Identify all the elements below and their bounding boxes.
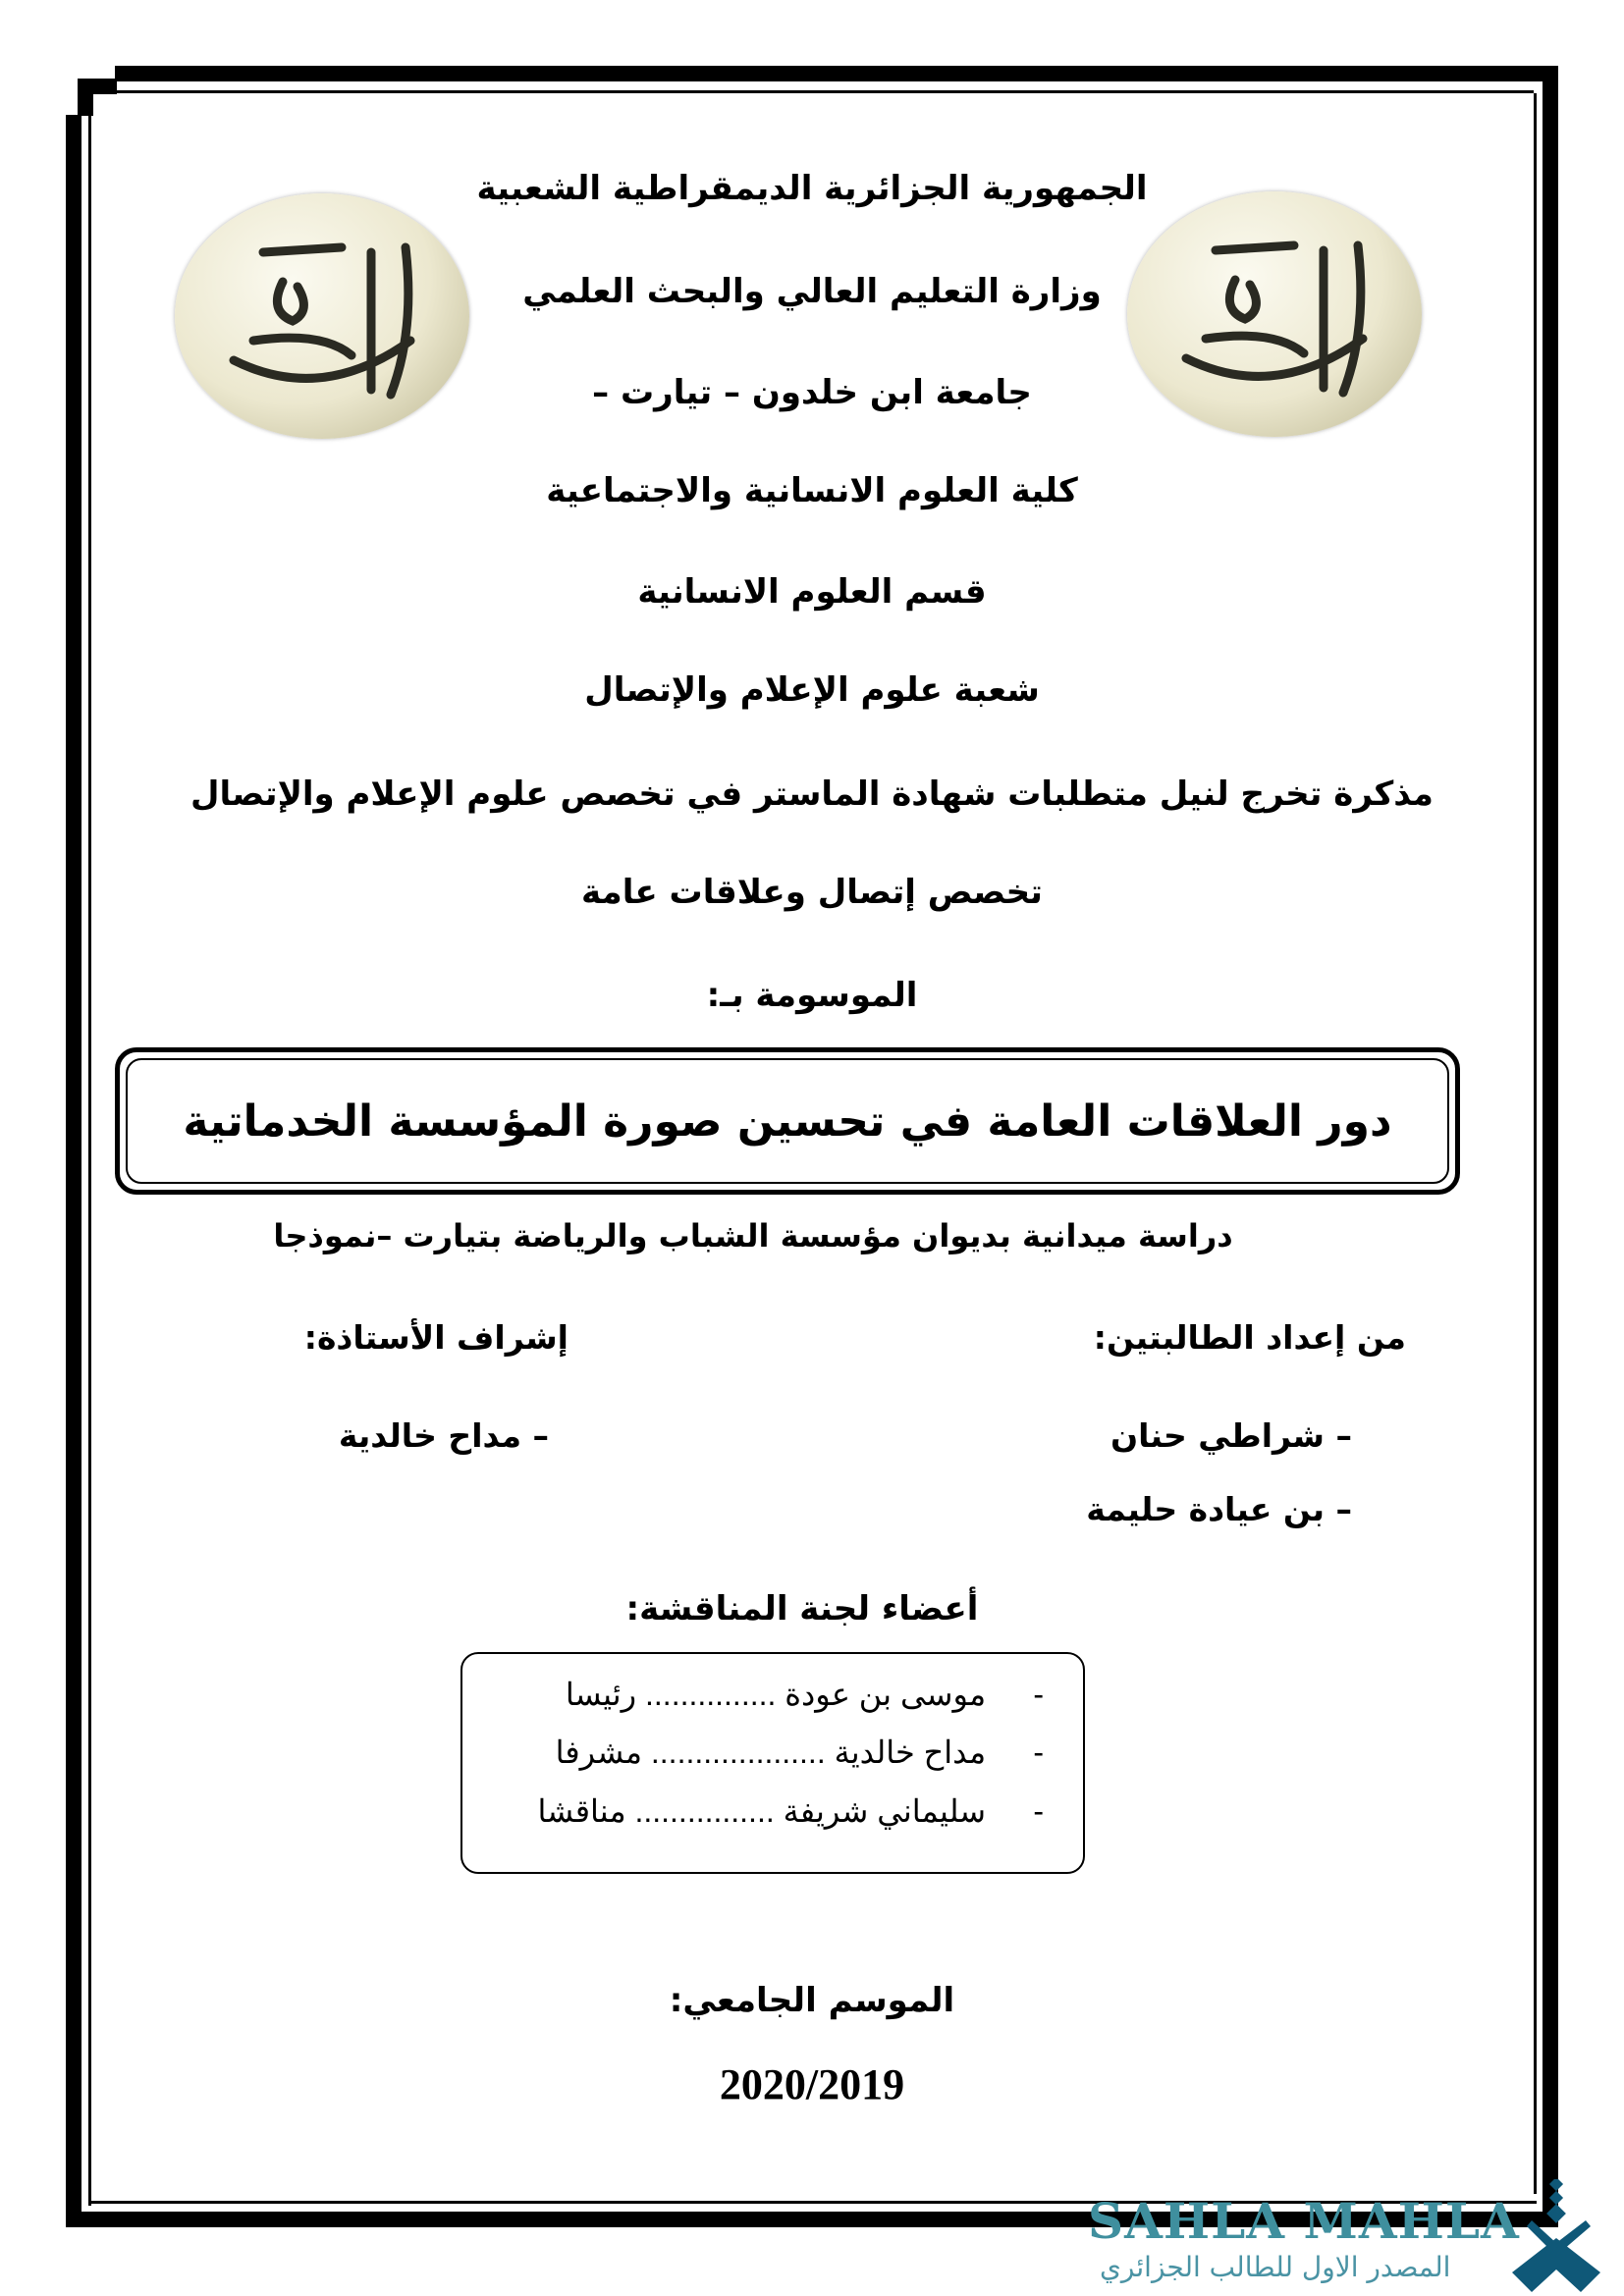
season-label: الموسم الجامعي:	[669, 1981, 955, 2020]
committee-label: أعضاء لجنة المناقشة:	[625, 1589, 979, 1629]
author-name: – بن عيادة حليمة	[1086, 1490, 1352, 1528]
member-role: رئيسا	[565, 1677, 637, 1712]
university-name: جامعة ابن خلدون – تيارت –	[592, 373, 1032, 412]
member-role: مناقشا	[537, 1793, 626, 1829]
watermark-logo-icon	[1512, 2179, 1610, 2292]
frame-left-thin	[88, 115, 91, 2206]
republic-name: الجمهورية الجزائرية الديمقراطية الشعبية	[476, 169, 1148, 208]
supervisor-name: – مداح خالدية	[338, 1416, 549, 1455]
frame-left-thick	[66, 115, 81, 2216]
author-name: – شراطي حنان	[1110, 1416, 1352, 1455]
watermark-subtitle: المصدر الاول للطالب الجزائري	[1100, 2251, 1451, 2283]
member-role: مشرفا	[555, 1735, 642, 1770]
member-dots: ...............	[645, 1677, 777, 1712]
thesis-subtitle: دراسة ميدانية بديوان مؤسسة الشباب والرياضة بتيارت –نموذجا	[273, 1217, 1233, 1255]
member-dash: -	[1033, 1735, 1044, 1770]
member-dots: ................	[634, 1793, 775, 1829]
committee-member	[537, 1792, 1044, 1830]
specialty: تخصص إتصال وعلاقات عامة	[581, 873, 1043, 912]
frame-top-thin	[115, 90, 1534, 93]
thesis-title: دور العلاقات العامة في تحسين صورة المؤسسة الخدماتية	[183, 1095, 1392, 1147]
department-name: قسم العلوم الانسانية	[637, 572, 987, 612]
thesis-title-box	[115, 1047, 1460, 1195]
season-year: 2020/2019	[719, 2060, 905, 2109]
supervisor-label: إشراف الأستاذة:	[303, 1318, 568, 1357]
member-dots: ....................	[650, 1735, 826, 1770]
committee-box	[460, 1652, 1085, 1874]
member-dash: -	[1033, 1793, 1044, 1829]
watermark-title: SAHLA MAHLA	[1088, 2192, 1520, 2250]
member-dash: -	[1033, 1677, 1044, 1712]
thesis-title-box-inner	[126, 1058, 1449, 1184]
member-name: موسى بن عودة	[785, 1677, 987, 1712]
sahla-mahla-watermark	[1080, 2184, 1610, 2292]
authors-label: من إعداد الطالبتين:	[1093, 1318, 1406, 1357]
frame-top-thick	[115, 66, 1543, 81]
faculty-name: كلية العلوم الانسانية والاجتماعية	[546, 471, 1078, 510]
titled-by-label: الموسومة بـ:	[706, 976, 918, 1015]
thesis-purpose: مذكرة تخرج لنيل متطلبات شهادة الماستر في تخصص علوم الإعلام والإتصال	[190, 774, 1434, 814]
committee-member	[566, 1676, 1044, 1713]
committee-member	[556, 1734, 1044, 1771]
member-name: مداح خالدية	[834, 1735, 987, 1770]
member-name: سليماني شريفة	[783, 1793, 987, 1829]
frame-corner-tl2	[78, 79, 93, 116]
ministry-name: وزارة التعليم العالي والبحث العلمي	[522, 272, 1102, 311]
branch-name: شعبة علوم الإعلام والإتصال	[584, 670, 1040, 710]
